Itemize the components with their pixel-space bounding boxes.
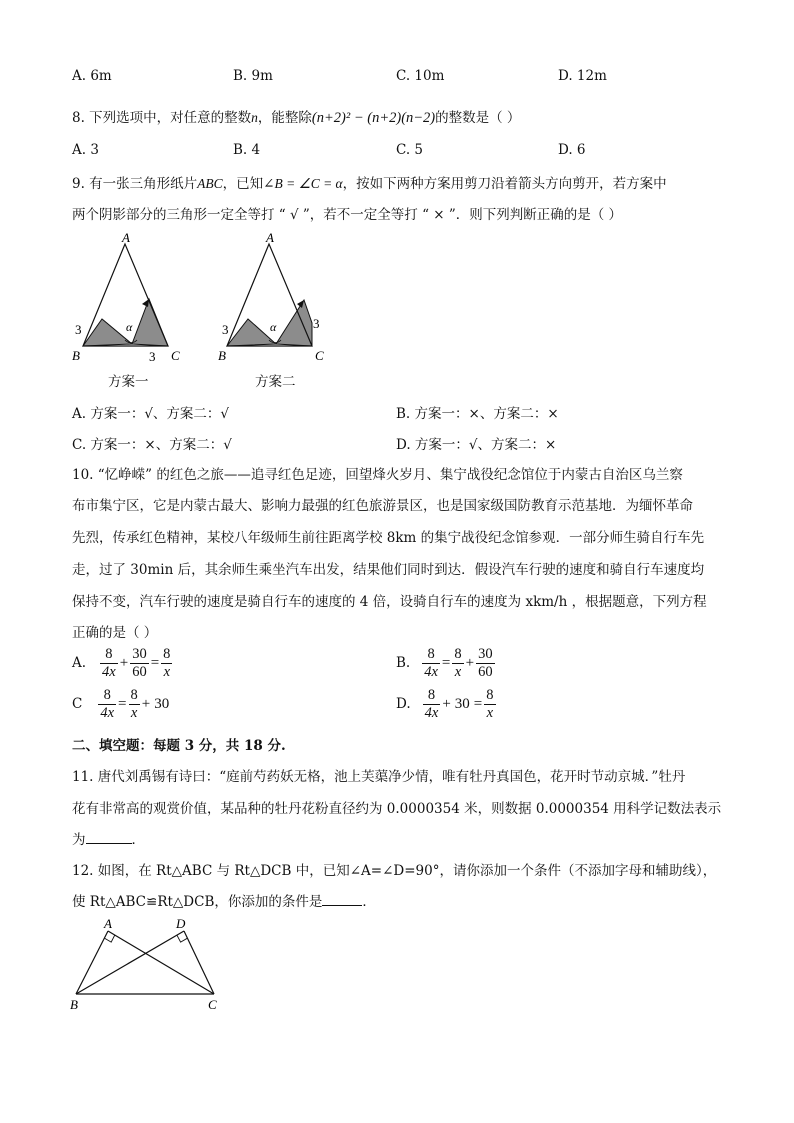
q10-option-b: B. $\frac{8}{4x}$ = $\frac{8}{x}$ + $\frac{30}{60}$ xyxy=(396,645,493,680)
q9-condition: B = ∠C = α xyxy=(274,176,343,191)
q8-option-d: D. 6 xyxy=(558,142,586,158)
label-c: C xyxy=(208,997,217,1012)
segment-ac xyxy=(108,931,214,994)
q9-figure-plan2 xyxy=(214,232,336,367)
q7-option-d: D. 12m xyxy=(558,68,607,84)
q10-line6: 正确的是（ ） xyxy=(72,625,158,641)
q9-abc: ABC xyxy=(197,176,223,191)
q7-option-b: B. 9m xyxy=(233,68,273,84)
plan2-label-b: B xyxy=(218,348,226,363)
frac-8-over-x: $\frac{8}{x}$ xyxy=(163,645,171,680)
q9-line1-post: ，按如下两种方案用剪刀沿着箭头方向剪开，若方案中 xyxy=(342,176,667,192)
q8-expression: (n+2)² − (n+2)(n−2) xyxy=(311,110,436,126)
q9-fig2-caption: 方案二 xyxy=(255,374,296,390)
q12-line1: 12. 如图，在 Rt△ABC 与 Rt△DCB 中，已知∠A=∠D=90°，请你添加一个条件（不添加字母和辅助线）， xyxy=(72,863,717,879)
q8-stem-post: 的整数是（ ） xyxy=(435,110,521,126)
plan2-shaded-right-triangle xyxy=(276,300,312,346)
plan2-label-3-right: 3 xyxy=(313,316,320,331)
q10-option-a-letter: A. xyxy=(72,655,87,671)
q8-stem-pre: 8. 下列选项中，对任意的整数 xyxy=(72,110,252,126)
q11-line2: 花有非常高的观赏价值，某品种的牡丹花粉直径约为 0.0000354 米，则数据 0.0000354 用科学记数法表示 xyxy=(72,801,722,817)
plan1-label-b: B xyxy=(72,348,80,363)
q12-figure xyxy=(66,914,226,1014)
plan1-label-alpha: α xyxy=(126,320,133,334)
q12-answer-blank[interactable] xyxy=(322,904,362,906)
q11-answer-blank[interactable] xyxy=(86,842,132,844)
q8-stem xyxy=(72,106,520,127)
q10-line1: 10. “忆峥嵘” 的红色之旅——追寻红色足迹，回望烽火岁月、集宁战役纪念馆位于内蒙古自治区乌兰察 xyxy=(72,467,683,483)
q9-figure-plan1 xyxy=(70,232,190,367)
q7-option-a: A. 6m xyxy=(72,68,112,84)
plan1-label-c: C xyxy=(171,348,180,363)
label-a: A xyxy=(104,916,112,931)
q12-line2 xyxy=(72,890,376,910)
q9-line1-pre: 9. 有一张三角形纸片 xyxy=(72,176,198,192)
q9-option-b: B. 方案一：×、方案二：× xyxy=(396,406,559,422)
q9-option-d: D. 方案一：√、方案二：× xyxy=(396,437,557,453)
q10-line4: 走，过了 30min 后，其余师生乘坐汽车出发，结果他们同时到达．假设汽车行驶的速度和骑自行车速度均 xyxy=(72,562,705,578)
q10-option-a: A. $\frac{8}{4x}$ + $\frac{30}{60}$ = $\frac{8}{x}$ xyxy=(72,645,171,680)
q9-line2: 两个阴影部分的三角形一定全等打 “ √ ”，若不一定全等打 “ × ”．则下列判断正确的是（ ） xyxy=(72,207,623,223)
plan1-arrowhead xyxy=(142,299,149,307)
q11-line3 xyxy=(72,828,145,848)
frac-8-over-x: $\frac{8}{x}$ xyxy=(486,686,494,721)
constant-30: 30 xyxy=(154,695,170,712)
plan1-shaded-right-triangle xyxy=(132,299,168,346)
q12-line2-end: ． xyxy=(362,894,376,910)
frac-30-over-60: $\frac{30}{60}$ xyxy=(132,645,147,680)
q8-option-b: B. 4 xyxy=(233,142,261,158)
frac-8-over-4x: $\frac{8}{4x}$ xyxy=(100,686,115,721)
frac-8-over-4x: $\frac{8}{4x}$ xyxy=(424,686,439,721)
q11-line3-text: 为 xyxy=(72,832,86,848)
q8-option-c: C. 5 xyxy=(396,142,424,158)
q9-line1-mid: ，已知∠ xyxy=(222,176,275,192)
q10-option-c: C $\frac{8}{4x}$ = $\frac{8}{x}$ + 30 xyxy=(72,686,170,721)
q10-line2: 布市集宁区，它是内蒙古最大、影响力最强的红色旅游景区，也是国家级国防教育示范基地．为缅怀革命 xyxy=(72,498,693,514)
q10-option-b-letter: B. xyxy=(396,655,411,671)
plan2-label-alpha: α xyxy=(270,320,277,334)
plan2-label-3-left: 3 xyxy=(222,322,229,337)
plan1-label-3-left: 3 xyxy=(75,322,82,337)
q9-option-a: A. 方案一：√、方案二：√ xyxy=(72,406,230,422)
q9-option-c: C. 方案一：×、方案二：√ xyxy=(72,437,232,453)
q10-option-c-letter: C xyxy=(72,696,83,712)
q12-line2-text: 使 Rt△ABC≌Rt△DCB，你添加的条件是 xyxy=(72,894,323,910)
plan2-label-c: C xyxy=(315,348,324,363)
label-d: D xyxy=(176,916,186,931)
plan1-shaded-left-triangle xyxy=(83,319,132,346)
frac-8-over-x: $\frac{8}{x}$ xyxy=(454,645,462,680)
frac-8-over-4x: $\frac{8}{4x}$ xyxy=(102,645,116,680)
constant-30: 30 xyxy=(454,695,470,712)
plan1-label-3-bottom: 3 xyxy=(149,349,156,364)
q8-var-n: n xyxy=(251,110,258,125)
q7-option-c: C. 10m xyxy=(396,68,445,84)
plan2-shaded-left-triangle xyxy=(227,319,276,346)
frac-30-over-60: $\frac{30}{60}$ xyxy=(478,645,493,680)
q10-option-d: D. $\frac{8}{4x}$ + 30 = $\frac{8}{x}$ xyxy=(396,686,494,721)
frac-8-over-x: $\frac{8}{x}$ xyxy=(130,686,138,721)
q10-line3: 先烈，传承红色精神，某校八年级师生前往距离学校 8km 的集宁战役纪念馆参观．一部分师生骑自行车先 xyxy=(72,530,705,546)
section-heading-fill-in: 二、填空题：每题 3 分，共 18 分. xyxy=(72,738,286,754)
frac-8-over-4x: $\frac{8}{4x}$ xyxy=(424,645,438,680)
q10-option-d-letter: D. xyxy=(396,696,411,712)
q11-line1: 11. 唐代刘禹锡有诗曰：“庭前芍药妖无格，池上芙蕖净少情，唯有牡丹真国色，花开时节动京城．”牡丹 xyxy=(72,769,686,785)
q11-line3-end: ． xyxy=(131,832,145,848)
q9-line1 xyxy=(72,172,667,192)
q8-stem-mid: ，能整除 xyxy=(257,110,312,126)
q8-option-a: A. 3 xyxy=(72,142,99,158)
plan2-label-a: A xyxy=(266,232,274,245)
plan1-label-a: A xyxy=(122,232,130,245)
q10-line5: 保持不变，汽车行驶的速度是骑自行车的速度的 4 倍，设骑自行车的速度为 xkm/h ，根据题意，下列方程 xyxy=(72,594,707,610)
q9-fig1-caption: 方案一 xyxy=(108,374,149,390)
label-b: B xyxy=(70,997,78,1012)
